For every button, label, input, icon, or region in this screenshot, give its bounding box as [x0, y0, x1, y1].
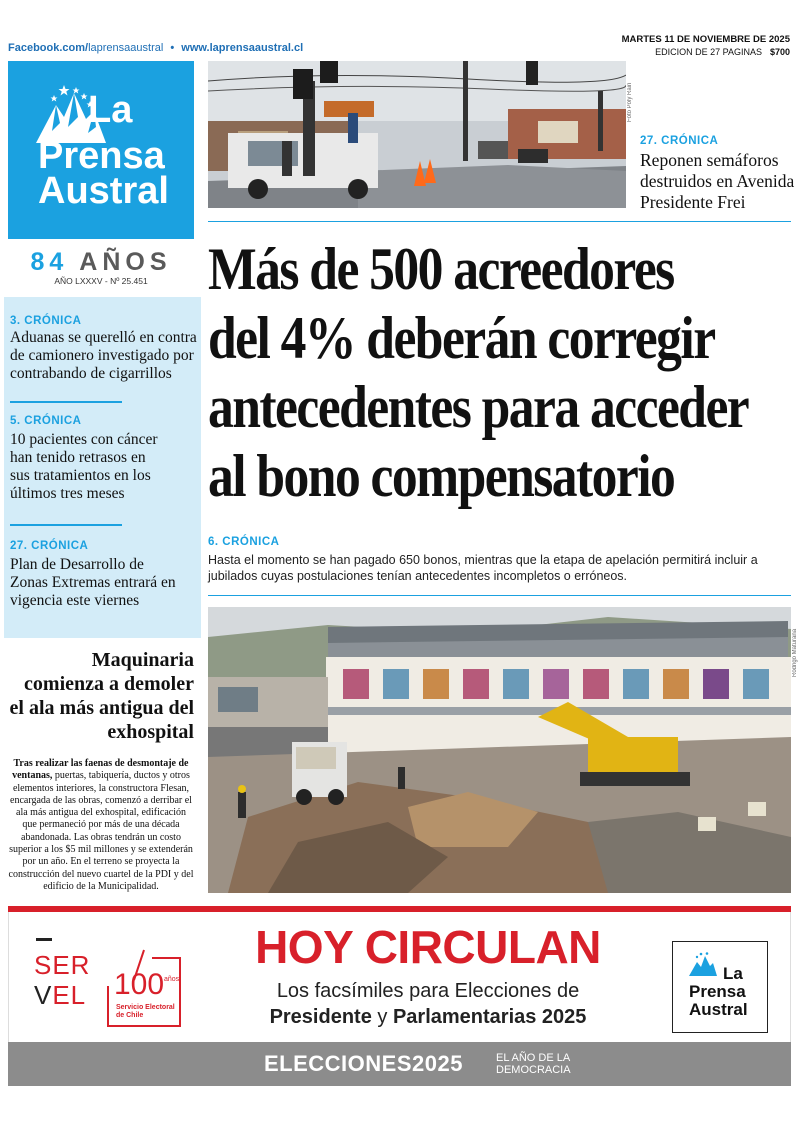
elections-subtitle-line1: EL AÑO DE LA [496, 1052, 571, 1064]
elections-band [8, 1042, 791, 1086]
dateline [622, 34, 790, 57]
photo-credit: Rodrigo Maturana [792, 628, 798, 677]
ad-headline: HOY CIRCULAN [255, 921, 601, 973]
brief-divider [10, 401, 122, 403]
main-headline-line: antecedentes para acceder [208, 374, 749, 440]
brief-1-section: 3. CRÓNICA [10, 315, 82, 327]
brief-3-section: 27. CRÓNICA [10, 540, 89, 552]
servel-dash [36, 938, 52, 941]
edition-pages: EDICION DE 27 PAGINAS [655, 47, 762, 57]
ad-logo-la: La [723, 964, 743, 983]
anniversary-word: AÑOS [79, 248, 172, 276]
traffic-light-photo[interactable] [208, 61, 626, 208]
demolition-photo[interactable] [208, 607, 791, 893]
masthead-logo [8, 61, 194, 239]
ad-logo-austral: Austral [689, 1000, 748, 1019]
logo-word-prensa: Prensa [38, 135, 165, 177]
servel-100: 100 [114, 968, 165, 1001]
servel-letter-v: V [34, 980, 53, 1010]
ad-line2-and: y [371, 1006, 393, 1028]
bullet-separator: • [170, 42, 175, 54]
main-headline[interactable] [208, 235, 749, 511]
elections-title: ELECCIONES2025 [264, 1051, 463, 1076]
briefs-column [4, 297, 201, 638]
social-links [8, 42, 303, 54]
main-story-deck: Hasta el momento se han pagado 650 bonos, mientras que la etapa de apelación permitirá incluir a jubilados cuyas postulaciones tenían antecedentes incompletos o erróneos. [208, 553, 758, 583]
section-rule [208, 221, 791, 222]
main-headline-line: Más de 500 acreedores [208, 236, 674, 302]
servel-logo [34, 950, 94, 1010]
elections-subtitle-line2: DEMOCRACIA [496, 1064, 571, 1076]
logo-word-austral: Austral [38, 170, 169, 212]
anniversary-number: 84 [30, 248, 69, 276]
ad-logo-prensa: Prensa [689, 982, 746, 1001]
ad-line2-parliament: Parlamentarias 2025 [392, 1006, 587, 1028]
volume-number: AÑO LXXXV - Nº 25.451 [54, 276, 148, 286]
servel-100-years: años [164, 976, 180, 983]
photo-credit: Foto Poly Rain [627, 82, 633, 122]
anniversary [8, 248, 194, 277]
servel-word-el: EL [52, 980, 87, 1010]
top-story-section: 27. CRÓNICA [640, 135, 719, 147]
main-story-section: 6. CRÓNICA [208, 536, 280, 548]
website-link[interactable]: www.laprensaaustral.cl [181, 42, 304, 54]
brief-3-headline[interactable]: Plan de Desarrollo de Zonas Extremas entrará en vigencia este viernes [10, 556, 176, 609]
brief-1-headline[interactable]: Aduanas se querelló en contra de camionero investigado por contrabando de cigarrillos [10, 329, 197, 382]
section-rule [208, 595, 791, 596]
brief-divider [10, 524, 122, 526]
issue-price: $700 [769, 47, 790, 57]
ad-line2 [208, 1006, 648, 1029]
main-headline-line: al bono compensatorio [208, 443, 675, 509]
mountain-logo-icon [689, 952, 717, 976]
servel-org-line2: de Chile [116, 1012, 144, 1019]
facebook-handle[interactable]: laprensaaustral [88, 42, 164, 54]
servel-org-line1: Servicio Electoral [116, 1004, 175, 1011]
brief-2-headline[interactable]: 10 pacientes con cáncer han tenido retrasos en sus tratamientos en los últimos tres meses [10, 431, 158, 502]
servel-word-ser: SER [34, 950, 91, 980]
brief-2-section: 5. CRÓNICA [10, 415, 82, 427]
photo-story-text: puertas, tabiquería, ductos y otros elementos interiores, la constructora Flesan, encargada de las obras, comenzó a derribar el ala más antigua del exhospital, edificación que permaneció por más de una década abandonada. Las obras tendrán un costo superior a los $5 mil millones y se extenderán por un año. En el terreno se proyecta la construcción del nuevo cuartel de la PDI y del edificio de la Municipalidad. [8, 770, 194, 892]
main-headline-line: del 4% deberán corregir [208, 305, 715, 371]
logo-word-la: La [88, 89, 133, 131]
ad-line2-president: Presidente [269, 1006, 372, 1028]
facebook-prefix: Facebook.com/ [8, 42, 89, 54]
ad-newspaper-logo [672, 941, 768, 1033]
elections-subtitle [496, 1052, 571, 1076]
servel-100-badge [104, 946, 184, 1030]
photo-story-headline[interactable]: Maquinaria comienza a demoler el ala más antigua del exhospital [9, 649, 194, 743]
photo-story-lead: Tras realizar las faenas de desmontaje de ventanas, [12, 758, 189, 782]
issue-date: MARTES 11 DE NOVIEMBRE DE 2025 [621, 34, 790, 45]
ad-line1: Los facsímiles para Elecciones de [276, 980, 580, 1002]
top-story-headline[interactable]: Reponen semáforos destruidos en Avenida Presidente Frei [640, 150, 795, 212]
photo-story-body [8, 758, 194, 893]
